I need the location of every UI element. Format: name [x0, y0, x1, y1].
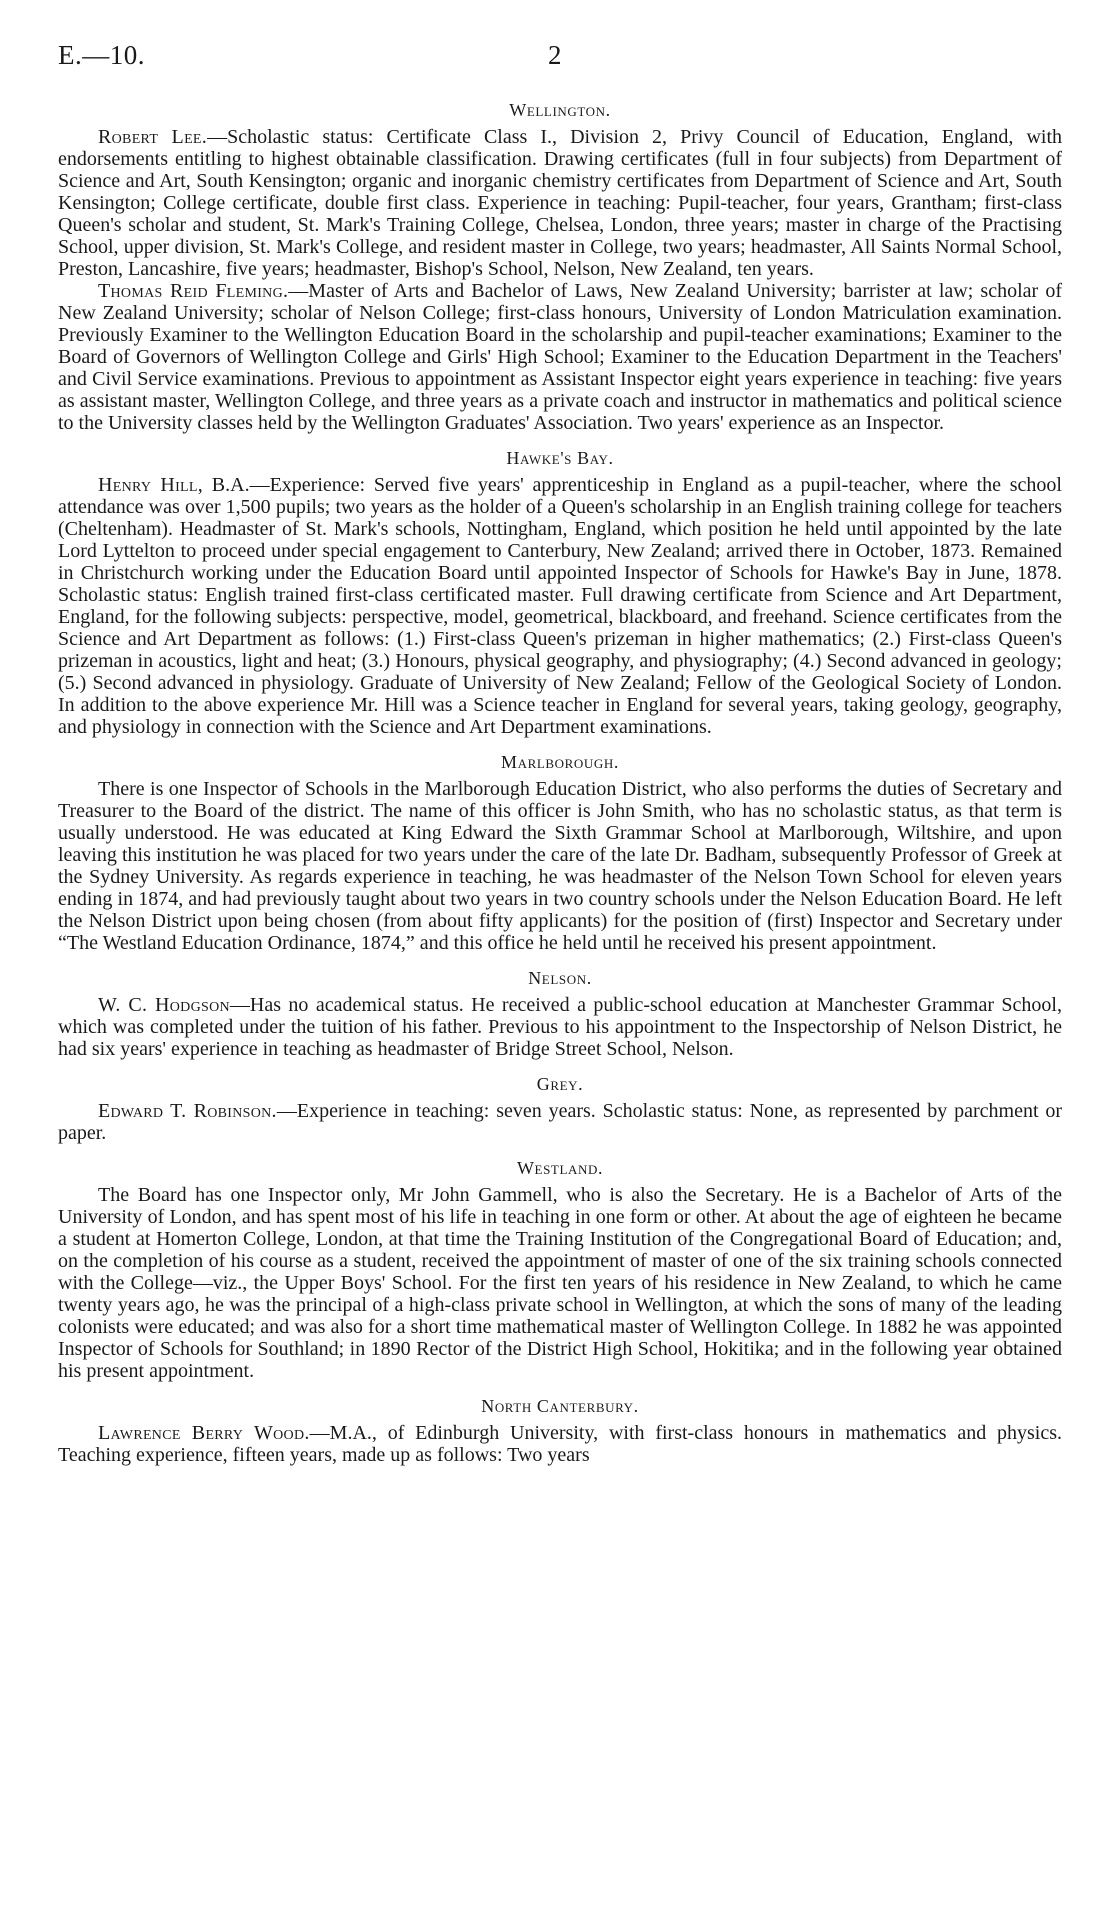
section-title-north-canterbury: North Canterbury. [481, 1396, 639, 1416]
page-number: 2 [548, 40, 562, 70]
inspector-name: Thomas Reid Fleming. [98, 280, 289, 302]
section-title-marlborough: Marlborough. [501, 752, 619, 772]
paragraph-text: —Scholastic status: Certificate Class I., Division 2, Privy Council of Education, England, with endorsements entitling to highest obtainable classification. Drawing certificates (full in four subjects) from Department of Science and Art, South Kensington; organic and inorganic chemistry certificates from Department of Science and Art, South Kensington; College certificate, double first class. Experience in teaching: Pupil-teacher, four years, Grantham; first-class Queen's scholar and student, St. Mark's Training College, Chelsea, London, three years; master in charge of the Practising School, upper division, St. Mark's College, and resident master in College, two years; headmaster, All Saints Normal School, Preston, Lancashire, five years; headmaster, Bishop's School, Nelson, New Zealand, ten years. [58, 126, 1063, 280]
paragraph-w-c-hodgson [58, 994, 1062, 1060]
paragraph-marlborough: There is one Inspector of Schools in the Marlborough Education District, who also performs the duties of Secretary and Treasurer to the Board of the district. The name of this officer is John Smith, who has no scholastic status, as that term is usually understood. He was educated at King Edward the Sixth Grammar School at Marlborough, Wiltshire, and upon leaving this institution he was placed for two years under the care of the late Dr. Badham, subsequently Professor of Greek at the Sydney University. As regards experience in teaching, he was headmaster of the Nelson Town School for eleven years ending in 1874, and had previously taught about two years in two country schools under the Nelson Education Board. He left the Nelson District upon being chosen (from about fifty applicants) for the position of (first) Inspector and Secretary under “The Westland Education Ordinance, 1874,” and this office he held until he received his present appointment. [58, 778, 1062, 954]
report-code: E.—10. [58, 40, 145, 70]
inspector-name: Edward T. Robinson. [98, 1100, 277, 1122]
section-title-grey: Grey. [536, 1074, 584, 1094]
paragraph-edward-t-robinson [58, 1100, 1062, 1144]
paragraph-robert-lee [58, 126, 1062, 280]
paragraph-text: —Master of Arts and Bachelor of Laws, New Zealand University; barrister at law; scholar of New Zealand University; scholar of Nelson College; first-class honours, University of London Matriculation examination. Previously Examiner to the Wellington Education Board in the scholarship and pupil-teacher examinations; Examiner to the Board of Governors of Wellington College and Girls' High School; Examiner to the Education Department in the Teachers' and Civil Service examinations. Previous to appointment as Assistant Inspector eight years experience in teaching: five years as assistant master, Wellington College, and three years as a private coach and instructor in mathematics and political science to the University classes held by the Wellington Graduates' Association. Two years' experience as an Inspector. [58, 280, 1062, 434]
paragraph-thomas-reid-fleming [58, 280, 1062, 434]
paragraph-text: B.A.—Experience: Served five years' apprenticeship in England as a pupil-teacher, where the school attendance was over 1,500 pupils; two years as the holder of a Queen's scholarship in an English training college for teachers (Cheltenham). Headmaster of St. Mark's schools, Nottingham, England, which position he held until appointed by the late Lord Lyttelton to proceed under special engagement to Canterbury, New Zealand; arrived there in October, 1873. Remained in Christchurch working under the Education Board until appointed Inspector of Schools for Hawke's Bay in June, 1878. Scholastic status: English trained first-class certificated master. Full drawing certificate from Science and Art Department, England, for the following subjects: perspective, model, geometrical, blackboard, and freehand. Science certificates from the Science and Art Department as follows: (1.) First-class Queen's prizeman in higher mathematics; (2.) First-class Queen's prizeman in acoustics, light and heat; (3.) Honours, physical geography, and physiography; (4.) Second advanced in geology; (5.) Second advanced in physiology. Graduate of University of New Zealand; Fellow of the Geological Society of London. In addition to the above experience Mr. Hill was a Science teacher in England for several years, taking geology, geography, and physiology in connection with the Science and Art Department examinations. [58, 474, 1062, 738]
paragraph-henry-hill [58, 474, 1062, 738]
paragraph-westland: The Board has one Inspector only, Mr John Gammell, who is also the Secretary. He is a Bachelor of Arts of the University of London, and has spent most of his life in teaching in one form or other. At about the age of eighteen he became a student at Homerton College, London, at that time the Training Institution of the Congregational Board of Education; and, on the completion of his course as a student, received the appointment of master of one of the six training schools connected with the College—viz., the Upper Boys' School. For the first ten years of his residence in New Zealand, to which he came twenty years ago, he was the principal of a high-class private school in Wellington, at which the sons of many of the leading colonists were educated; and was also for a short time mathematical master of Wellington College. In 1882 he was appointed Inspector of Schools for Southland; in 1890 Rector of the District High School, Hokitika; and in the following year obtained his present appointment. [58, 1184, 1062, 1382]
section-title-westland: Westland. [516, 1158, 604, 1178]
paragraph-text: —Experience in teaching: seven years. Scholastic status: None, as represented by parchment or paper. [58, 1100, 1062, 1144]
inspector-name: Lawrence Berry Wood. [98, 1422, 310, 1444]
paragraph-text: —Has no academical status. He received a public-school education at Manchester Grammar School, which was completed under the tuition of his father. Previous to his appointment to the Inspectorship of Nelson District, he had six years' experience in teaching as headmaster of Bridge Street School, Nelson. [58, 994, 1062, 1060]
section-title-wellington: Wellington. [509, 100, 611, 120]
inspector-name: Henry Hill, [98, 474, 204, 496]
paragraph-lawrence-berry-wood [58, 1422, 1062, 1466]
section-title-hawkes-bay: Hawke's Bay. [506, 448, 614, 468]
inspector-name: W. C. Hodgson [98, 994, 230, 1016]
inspector-name: Robert Lee. [98, 126, 208, 148]
paragraph-text: —M.A., of Edinburgh University, with first-class honours in mathematics and physics. Teaching experience, fifteen years, made up as follows: Two years [58, 1422, 1063, 1466]
section-title-nelson: Nelson. [528, 968, 592, 988]
page-header [58, 40, 1062, 76]
